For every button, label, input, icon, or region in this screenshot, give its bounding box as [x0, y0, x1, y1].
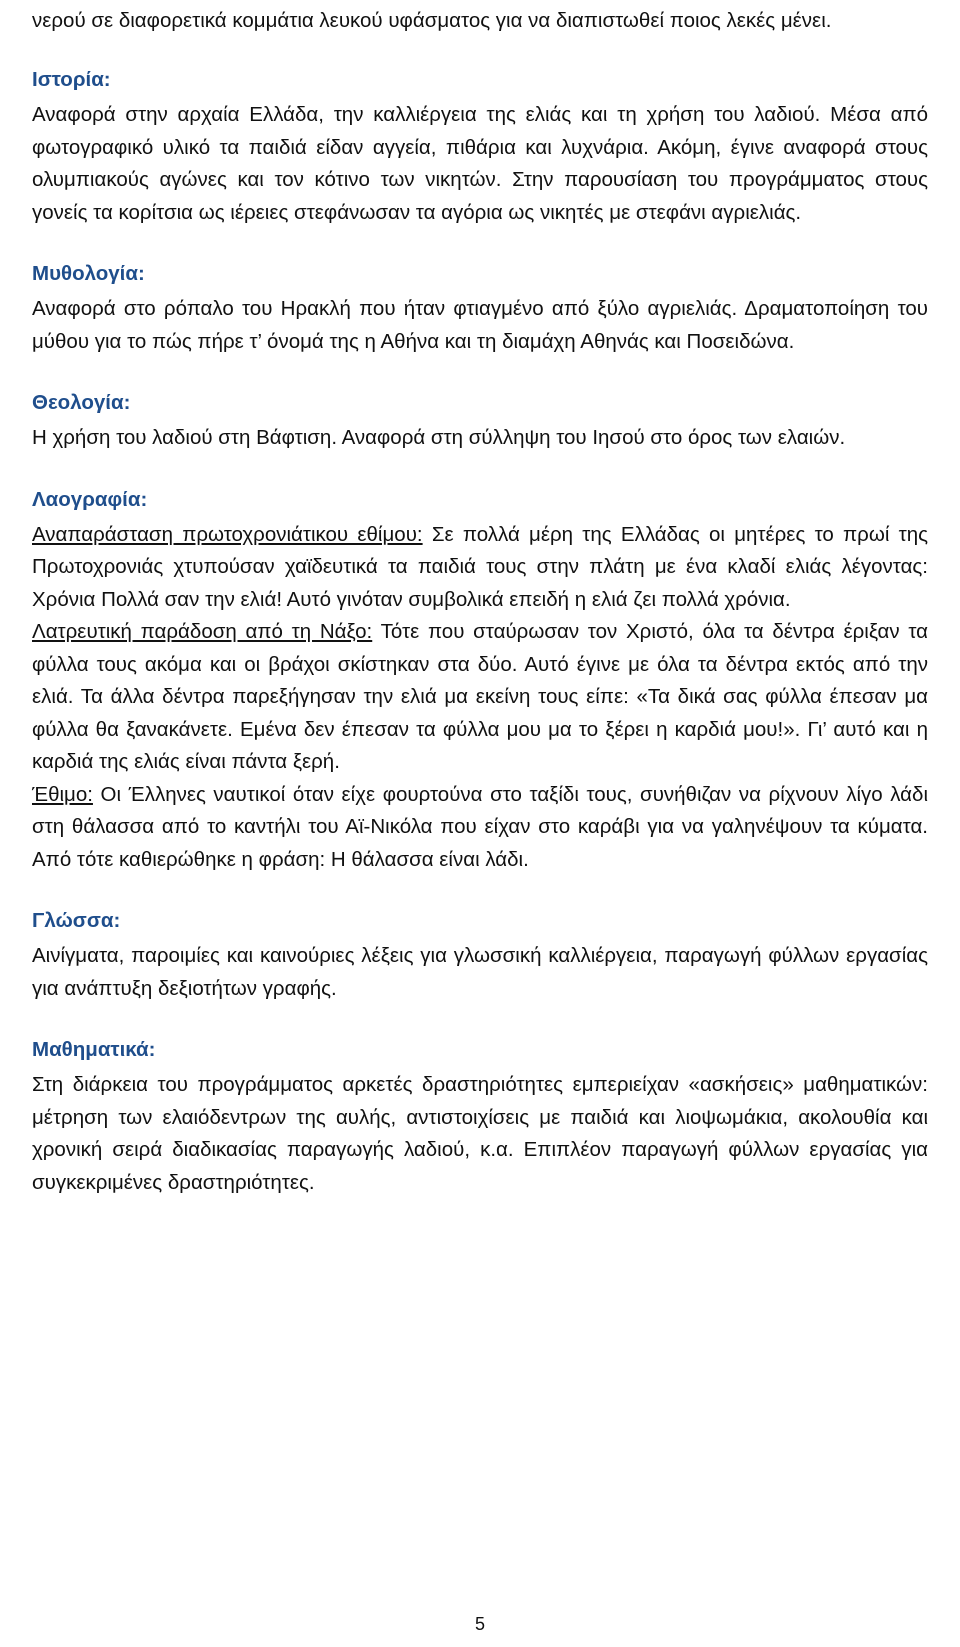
paragraph-history: Αναφορά στην αρχαία Ελλάδα, την καλλιέργεια της ελιάς και τη χρήση του λαδιού. Μέσα από φωτογραφικό υλικό τα παιδιά είδαν αγγεία, πιθάρια και λυχνάρια. Ακόμη, έγινε αναφορά στους ολυμπιακούς αγώνες και τον κότινο των νικητών. Στην παρουσίαση του προγράμματος στους γονείς τα κορίτσια ως ιέρειες στεφάνωσαν τα αγόρια ως νικητές με στεφάνι αγριελιάς. [32, 103, 928, 224]
paragraph-math: Στη διάρκεια του προγράμματος αρκετές δραστηριότητες εμπεριείχαν «ασκήσεις» μαθηματικών: μέτρηση των ελαιόδεντρων της αυλής, αντιστοιχίσεις με παιδιά και λιοψωμάκια, ακολουθία και χρονική σειρά διαδικασίας παραγωγής λαδιού, κ.α. Επιπλέον παραγωγή φύλλων εργασίας για συγκεκριμένες δραστηριότητες. [32, 1073, 928, 1194]
paragraph-body-newyear: Σε πολλά μέρη της Ελλάδας οι μητέρες το πρωί της Πρωτοχρονιάς χτυπούσαν χαϊδευτικά τα παιδιά τους στην πλάτη με ένα κλαδί ελιάς λέγοντας: Χρόνια Πολλά σαν την ελιά! Αυτό γινόταν συμβολικά επειδή η ελιά ζει πολλά χρόνια. [32, 522, 928, 611]
section-math [32, 1035, 928, 1199]
paragraph-lead-naxos: Λατρευτική παράδοση από τη Νάξο: [32, 620, 373, 643]
section-language [32, 906, 928, 1005]
section-heading-language: Γλώσσα: [32, 909, 121, 932]
paragraph-folklore-custom [32, 779, 928, 877]
page-number: 5 [474, 1614, 485, 1634]
section-heading-theology: Θεολογία: [32, 391, 131, 414]
section-theology [32, 388, 928, 455]
section-folklore [32, 485, 928, 877]
paragraph-body-naxos: Τότε που σταύρωσαν τον Χριστό, όλα τα δέντρα έριξαν τα φύλλα τους ακόμα και οι βράχοι σκίστηκαν στα δύο. Αυτό έγινε με όλα τα δέντρα εκτός από την ελιά. Τα άλλα δέντρα παρεξήγησαν την ελιά μα εκείνη τους είπε: «Τα δικά σας φύλλα έπεσαν μα φύλλα θα ξανακάνετε. Εμένα δεν έπεσαν τα φύλλα μου μα το ξέρει η καρδιά μου!». Γι’ αυτό και η καρδιά της ελιάς είναι πάντα ξερή. [32, 620, 928, 773]
paragraph-folklore-newyear [32, 519, 928, 617]
section-history [32, 65, 928, 229]
paragraph-theology: Η χρήση του λαδιού στη Βάφτιση. Αναφορά στη σύλληψη του Ιησού στο όρος των ελαιών. [32, 426, 846, 449]
paragraph-body-custom: Οι Έλληνες ναυτικοί όταν είχε φουρτούνα στο ταξίδι τους, συνήθιζαν να ρίχνουν λίγο λάδι στη θάλασσα από το καντήλι του Αϊ-Νικόλα που είχαν στο καράβι για να γαληνέψουν τα κύματα. Από τότε καθιερώθηκε η φράση: Η θάλασσα είναι λάδι. [32, 782, 928, 871]
intro-paragraph: νερού σε διαφορετικά κομμάτια λευκού υφάσματος για να διαπιστωθεί ποιος λεκές μένει. [32, 9, 832, 32]
paragraph-folklore-naxos [32, 616, 928, 779]
section-heading-mythology: Μυθολογία: [32, 262, 145, 285]
document-page [32, 0, 928, 1199]
paragraph-lead-custom: Έθιμο: [32, 782, 93, 806]
paragraph-mythology: Αναφορά στο ρόπαλο του Ηρακλή που ήταν φτιαγμένο από ξύλο αγριελιάς. Δραματοποίηση του μύθου για το πώς πήρε τ’ όνομά της η Αθήνα και τη διαμάχη Αθηνάς και Ποσειδώνα. [32, 297, 928, 353]
section-heading-folklore: Λαογραφία: [32, 487, 148, 511]
section-mythology [32, 259, 928, 358]
paragraph-language: Αινίγματα, παροιμίες και καινούριες λέξεις για γλωσσική καλλιέργεια, παραγωγή φύλλων εργασίας για ανάπτυξη δεξιοτήτων γραφής. [32, 944, 928, 1000]
section-heading-math: Μαθηματικά: [32, 1038, 156, 1061]
paragraph-lead-newyear: Αναπαράσταση πρωτοχρονιάτικου εθίμου: [32, 522, 423, 546]
section-heading-history: Ιστορία: [32, 68, 111, 91]
